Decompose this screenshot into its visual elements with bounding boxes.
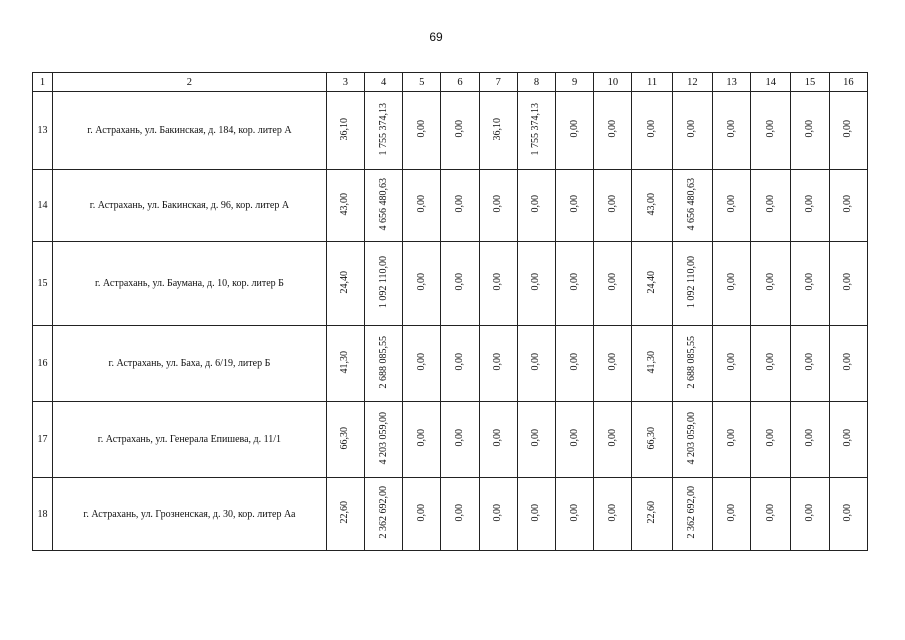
value-cell-col13 [712,478,750,551]
value-text: 0,00 [530,195,542,213]
value-cell-col16 [829,402,867,478]
column-header-4: 4 [364,73,402,92]
value-cell-col15 [791,170,829,242]
column-header-2: 2 [53,73,327,92]
value-cell-col10 [594,326,632,402]
value-text: 0,00 [646,120,658,138]
column-header-9: 9 [556,73,594,92]
value-text: 0,00 [415,429,427,447]
value-text: 0,00 [725,429,737,447]
value-text: 0,00 [764,273,776,291]
value-text: 0,00 [492,429,504,447]
value-text: 41,30 [646,350,658,374]
value-cell-col12 [672,92,712,170]
value-cell-col8 [517,170,555,242]
value-text: 0,00 [492,195,504,213]
value-cell-col14 [751,326,791,402]
table-row [33,92,868,170]
value-cell-col13 [712,326,750,402]
value-text: 24,40 [646,270,658,294]
value-text: 22,60 [339,501,351,524]
value-cell-col10 [594,478,632,551]
value-text: 0,00 [415,503,427,522]
value-text: 0,00 [415,195,427,213]
value-text: 0,00 [568,120,580,138]
address-cell: г. Астрахань, ул. Бакинская, д. 184, кор. литер А [53,92,327,170]
value-text: 2 362 692,00 [377,486,389,539]
value-text: 0,00 [725,273,737,291]
value-text: 22,60 [646,501,658,524]
value-cell-col9 [556,326,594,402]
value-cell-col16 [829,170,867,242]
value-text: 0,00 [492,353,504,371]
value-cell-col15 [791,242,829,326]
value-text: 0,00 [764,503,776,522]
value-cell-col6 [441,170,479,242]
value-cell-col13 [712,92,750,170]
value-cell-col15 [791,92,829,170]
value-text: 2 688 085,55 [686,335,698,389]
value-cell-col12 [672,402,712,478]
column-header-14: 14 [751,73,791,92]
value-text: 0,00 [842,195,854,213]
value-text: 0,00 [764,353,776,371]
value-text: 0,00 [725,195,737,213]
value-text: 0,00 [492,273,504,291]
value-text: 0,00 [568,503,580,522]
value-cell-col7 [479,326,517,402]
value-cell-col16 [829,242,867,326]
value-cell-col10 [594,402,632,478]
value-text: 0,00 [804,120,816,138]
value-text: 0,00 [606,429,618,447]
value-cell-col4 [364,92,402,170]
value-cell-col10 [594,92,632,170]
value-text: 0,00 [804,195,816,213]
value-cell-col14 [751,242,791,326]
value-text: 0,00 [842,503,854,522]
table-row [33,242,868,326]
value-cell-col4 [364,326,402,402]
column-header-6: 6 [441,73,479,92]
value-cell-col11 [632,170,672,242]
value-text: 4 656 480,63 [686,177,698,231]
value-cell-col9 [556,92,594,170]
address-cell: г. Астрахань, ул. Генерала Епишева, д. 11/1 [53,402,327,478]
value-text: 1 755 374,13 [530,102,542,156]
value-cell-col3 [326,478,364,551]
value-text: 0,00 [454,429,465,447]
value-text: 1 092 110,00 [377,255,389,309]
value-text: 0,00 [725,353,737,371]
value-cell-col8 [517,478,555,551]
column-header-12: 12 [672,73,712,92]
value-text: 0,00 [568,195,580,213]
column-header-10: 10 [594,73,632,92]
value-text: 0,00 [415,353,427,371]
value-text: 0,00 [606,503,618,522]
value-text: 0,00 [606,120,618,138]
value-text: 43,00 [646,192,658,216]
value-text: 0,00 [568,353,580,371]
value-text: 0,00 [725,120,737,138]
value-cell-col11 [632,478,672,551]
value-cell-col5 [403,170,441,242]
value-cell-col11 [632,242,672,326]
value-cell-col5 [403,478,441,551]
value-cell-col7 [479,170,517,242]
value-cell-col10 [594,242,632,326]
value-cell-col8 [517,402,555,478]
value-cell-col8 [517,242,555,326]
value-cell-col16 [829,478,867,551]
value-cell-col4 [364,478,402,551]
value-text: 4 203 059,00 [377,411,389,465]
value-text: 4 656 480,63 [377,177,389,231]
value-cell-col7 [479,402,517,478]
value-text: 0,00 [454,353,465,371]
value-text: 43,00 [339,192,351,216]
value-text: 0,00 [454,503,465,522]
value-text: 0,00 [804,503,816,522]
value-text: 0,00 [454,120,465,138]
value-cell-col7 [479,92,517,170]
value-cell-col9 [556,170,594,242]
value-cell-col5 [403,402,441,478]
value-text: 0,00 [764,429,776,447]
value-text: 0,00 [804,429,816,447]
value-cell-col13 [712,242,750,326]
value-text: 36,10 [339,117,351,141]
value-cell-col10 [594,170,632,242]
page-number: 69 [429,30,443,44]
column-header-13: 13 [712,73,750,92]
column-header-16: 16 [829,73,867,92]
table-row [33,170,868,242]
value-text: 0,00 [606,273,618,291]
value-cell-col9 [556,402,594,478]
value-text: 66,30 [339,426,351,450]
value-text: 0,00 [842,429,854,447]
value-cell-col6 [441,242,479,326]
value-text: 0,00 [842,120,854,138]
value-text: 0,00 [415,273,427,291]
value-cell-col12 [672,242,712,326]
value-cell-col8 [517,326,555,402]
value-text: 1 092 110,00 [686,255,698,309]
value-text: 0,00 [568,429,580,447]
address-cell: г. Астрахань, ул. Баха, д. 6/19, литер Б [53,326,327,402]
row-number: 13 [33,92,53,170]
value-text: 2 362 692,00 [686,486,698,539]
row-number: 14 [33,170,53,242]
address-cell: г. Астрахань, ул. Баумана, д. 10, кор. литер Б [53,242,327,326]
value-cell-col12 [672,170,712,242]
value-cell-col12 [672,478,712,551]
value-cell-col9 [556,478,594,551]
value-text: 0,00 [804,353,816,371]
value-text: 0,00 [764,195,776,213]
value-cell-col11 [632,326,672,402]
row-number: 15 [33,242,53,326]
address-cell: г. Астрахань, ул. Грозненская, д. 30, кор. литер Аа [53,478,327,551]
address-cell: г. Астрахань, ул. Бакинская, д. 96, кор. литер А [53,170,327,242]
column-header-11: 11 [632,73,672,92]
value-cell-col7 [479,242,517,326]
value-cell-col3 [326,242,364,326]
value-cell-col16 [829,326,867,402]
value-cell-col7 [479,478,517,551]
value-cell-col14 [751,92,791,170]
column-header-15: 15 [791,73,829,92]
data-table [32,72,868,551]
value-text: 41,30 [339,350,351,374]
value-text: 0,00 [530,429,542,447]
value-text: 0,00 [842,273,854,291]
value-text: 0,00 [686,120,698,138]
value-cell-col6 [441,92,479,170]
value-cell-col5 [403,242,441,326]
value-cell-col15 [791,402,829,478]
value-cell-col15 [791,478,829,551]
value-text: 0,00 [804,273,816,291]
value-text: 0,00 [842,353,854,371]
value-text: 0,00 [454,195,465,213]
column-header-5: 5 [403,73,441,92]
value-text: 0,00 [530,353,542,371]
value-cell-col6 [441,478,479,551]
value-cell-col9 [556,242,594,326]
row-number: 18 [33,478,53,551]
value-cell-col6 [441,402,479,478]
value-cell-col6 [441,326,479,402]
row-number: 16 [33,326,53,402]
value-text: 0,00 [568,273,580,291]
value-text: 0,00 [530,273,542,291]
value-cell-col11 [632,92,672,170]
value-cell-col11 [632,402,672,478]
value-text: 0,00 [454,273,465,291]
value-cell-col4 [364,170,402,242]
table-row [33,326,868,402]
value-cell-col3 [326,92,364,170]
value-text: 0,00 [606,353,618,371]
value-text: 0,00 [415,120,427,138]
value-cell-col13 [712,402,750,478]
value-cell-col5 [403,326,441,402]
column-header-7: 7 [479,73,517,92]
value-text: 2 688 085,55 [377,335,389,389]
table-row [33,402,868,478]
value-cell-col14 [751,170,791,242]
value-cell-col5 [403,92,441,170]
value-text: 4 203 059,00 [686,411,698,465]
value-cell-col3 [326,402,364,478]
column-header-3: 3 [326,73,364,92]
column-header-8: 8 [517,73,555,92]
column-header-1: 1 [33,73,53,92]
value-cell-col13 [712,170,750,242]
value-text: 0,00 [530,503,542,522]
row-number: 17 [33,402,53,478]
value-text: 24,40 [339,270,351,294]
value-text: 0,00 [492,503,504,522]
value-text: 0,00 [764,120,776,138]
value-cell-col14 [751,402,791,478]
value-cell-col4 [364,402,402,478]
value-text: 0,00 [725,503,737,522]
value-cell-col4 [364,242,402,326]
value-text: 36,10 [492,117,504,141]
value-cell-col12 [672,326,712,402]
header-row [33,73,868,92]
value-cell-col16 [829,92,867,170]
value-cell-col14 [751,478,791,551]
value-cell-col3 [326,170,364,242]
table-row [33,478,868,551]
table-body [33,92,868,551]
value-text: 66,30 [646,426,658,450]
value-cell-col15 [791,326,829,402]
value-text: 0,00 [606,195,618,213]
value-text: 1 755 374,13 [377,102,389,156]
value-cell-col8 [517,92,555,170]
value-cell-col3 [326,326,364,402]
